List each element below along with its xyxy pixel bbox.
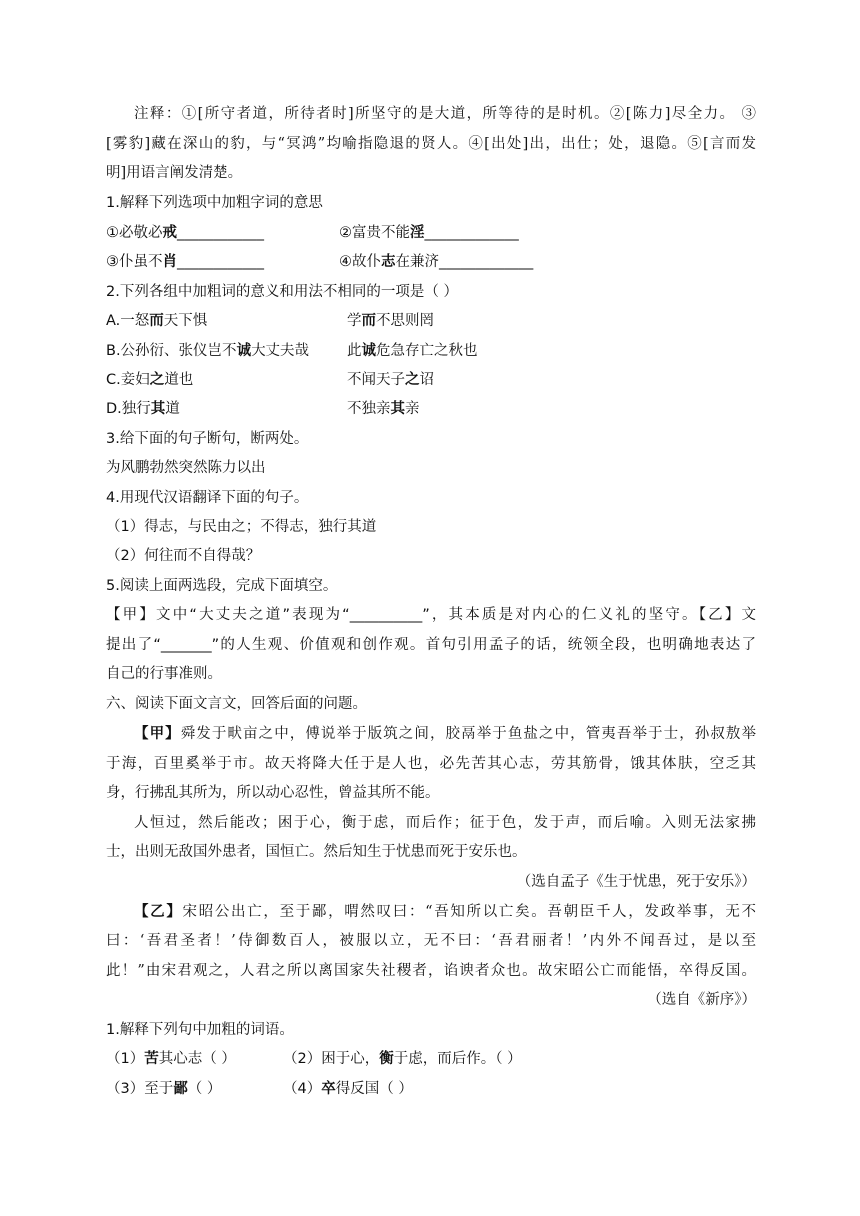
q2-option-b: B.公孙衍、张仪岂不诚大丈夫哉 此诚危急存亡之秋也 <box>106 343 478 359</box>
q2-option-a: A.一怒而天下惧 学而不思则罔 <box>106 313 434 329</box>
section6-title: 六、阅读下面文言文，回答后面的问题。 <box>106 696 367 712</box>
q4-sentence-2: （2）何往而不自得哉？ <box>106 548 261 564</box>
jia-p2-line-2: 士，出则无敌国外患者，国恒亡。然后知生于忧患而死于安乐也。 <box>106 844 527 860</box>
q4-title: 4.用现代汉语翻译下面的句子。 <box>106 490 309 506</box>
s6-q1-item-1: （1）苦其心志（ ） <box>106 1051 236 1067</box>
q5-line-3: 自己的行事准则。 <box>106 666 222 682</box>
yi-source: （选自《新序》） <box>647 992 756 1008</box>
s6-q1-item-3: （3）至于鄙（ ） <box>106 1081 222 1097</box>
jia-p2-line-1: 人恒过，然后能改；困于心，衡于虑，而后作；征于色，发于声，而后喻。入则无法家拂 <box>134 815 756 831</box>
s6-q1-title: 1.解释下列句中加粗的词语。 <box>106 1022 294 1038</box>
note-line-3: 明]用语言阐发清楚。 <box>106 165 243 181</box>
q5-line-2: 提出了“_______”的人生观、价值观和创作观。首句引用孟子的话，统领全段，也明确地表达了 <box>106 637 756 653</box>
jia-source: （选自孟子《生于忧患，死于安乐》） <box>516 874 756 890</box>
q1-row-1 <box>106 223 756 243</box>
q3-sentence: 为风鹏勃然突然陈力以出 <box>106 460 266 476</box>
q2-option-d: D.独行其道 不独亲其亲 <box>106 401 420 417</box>
q1-row-2 <box>106 252 756 272</box>
note-line-1: 注释：①[所守者道，所待者时]所坚守的是大道，所等待的是时机。②[陈力]尽全力。 ③ <box>134 106 756 122</box>
q1-item-2: ②富贵不能淫_____________ <box>339 225 519 241</box>
note-line-2: [雾豹]藏在深山的豹，与“冥鸿”均喻指隐退的贤人。④[出处]出，出仕；处，退隐。⑤[言而发 <box>106 136 756 152</box>
jia-p1-line-3: 身，行拂乱其所为，所以动心忍性，曾益其所不能。 <box>106 785 440 801</box>
q1-item-4: ④故仆志在兼济_____________ <box>339 254 534 270</box>
s6-q1-item-4: （4）卒得反国（ ） <box>283 1081 413 1097</box>
q1-item-3: ③仆虽不肖____________ <box>106 254 264 270</box>
yi-line-3: 此！”由宋君观之，人君之所以离国家失社稷者，谄谀者众也。故宋昭公亡而能悟，卒得反国。 <box>106 963 756 979</box>
s6-q1-row-1 <box>106 1049 756 1069</box>
q1-item-1: ①必敬必戒____________ <box>106 225 264 241</box>
q1-title: 1.解释下列选项中加粗字词的意思 <box>106 195 323 211</box>
yi-line-1: 【乙】宋昭公出亡，至于鄙，喟然叹曰：“吾知所以亡矣。吾朝臣千人，发政举事，无不 <box>134 903 756 920</box>
q2-option-c: C.妾妇之道也 不闻天子之诏 <box>106 372 434 388</box>
q5-line-1: 【甲】文中“大丈夫之道”表现为“__________”，其本质是对内心的仁义礼的坚守。【乙】文 <box>106 607 756 623</box>
q2-title: 2.下列各组中加粗词的意义和用法不相同的一项是（ ） <box>106 284 458 300</box>
jia-p1-line-2: 于海，百里奚举于市。故天将降大任于是人也，必先苦其心志，劳其筋骨，饿其体肤，空乏其 <box>106 756 756 772</box>
s6-q1-row-2 <box>106 1079 756 1099</box>
yi-line-2: 曰：‘吾君圣者！’侍御数百人，被服以立，无不曰：‘吾君丽者！’内外不闻吾过，是以至 <box>106 933 756 949</box>
q3-title: 3.给下面的句子断句，断两处。 <box>106 431 309 447</box>
q4-sentence-1: （1）得志，与民由之；不得志，独行其道 <box>106 519 377 535</box>
jia-p1-line-1: 【甲】舜发于畎亩之中，傅说举于版筑之间，胶鬲举于鱼盐之中，管夷吾举于士，孙叔敖举 <box>134 725 757 742</box>
q5-title: 5.阅读上面两选段，完成下面填空。 <box>106 578 338 594</box>
s6-q1-item-2: （2）困于心，衡于虑，而后作。（ ） <box>283 1051 522 1067</box>
